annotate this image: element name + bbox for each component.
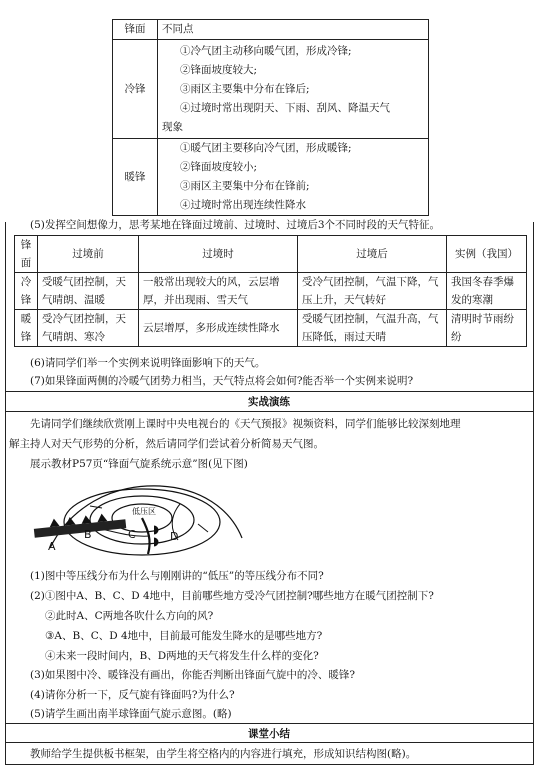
practice-question: ④未来一段时间内，B、D两地的天气将发生什么样的变化? [45, 650, 319, 662]
header-cell: 锋面 [113, 20, 158, 40]
practice-question: (1)图中等压线分布为什么与刚刚讲的“低压”的等压线分布不同? [30, 570, 324, 582]
practice-paragraph: 展示教材P57页“锋面气旋系统示意”图(见下图) [30, 458, 248, 470]
list-item: ②锋面坡度较大; [180, 63, 258, 76]
warm-front-symbol [154, 526, 158, 546]
header-cell: 锋面 [15, 236, 38, 273]
header-cell: 实例（我国） [447, 236, 527, 273]
divider [5, 391, 533, 392]
practice-question: (2)①图中A、B、C、D 4地中，目前哪些地方受冷气团控制?哪些地方在暖气团控制下? [30, 590, 434, 602]
table-cell: 受冷气团控制，天气晴朗、寒冷 [38, 310, 139, 347]
warm-front-features [158, 139, 429, 216]
summary-text: 教师给学生提供板书框架，由学生将空格内的内容进行填充，形成知识结构图(略)。 [30, 748, 417, 760]
section-heading-practice: 实战演练 [248, 396, 290, 408]
table-row [113, 40, 429, 139]
question-6: (6)请同学们举一个实例来说明锋面影响下的天气。 [30, 357, 266, 369]
list-item: ④过境时常出现阴天、下雨、刮风、降温天气 [180, 101, 390, 114]
point-label: B [84, 528, 92, 541]
table-cell: 受冷气团控制，气温下降，气压上升，天气转好 [298, 273, 447, 310]
divider [5, 742, 533, 743]
cold-front-features [158, 40, 429, 139]
table-cell: 云层增厚，多形成连续性降水 [139, 310, 298, 347]
table-row [15, 273, 527, 310]
list-item: ④过境时常出现连续性降水 [180, 199, 306, 211]
table-cell: 清明时节雨纷纷 [447, 310, 527, 347]
header-cell: 不同点 [158, 20, 429, 40]
point-label: D [170, 530, 179, 543]
low-pressure-label: 低压区 [132, 507, 156, 516]
list-item: ③雨区主要集中分布在锋前; [180, 180, 310, 192]
list-item: ③雨区主要集中分布在锋后; [180, 82, 310, 95]
list-item: ①暖气团主要移向冷气团，形成暖锋; [180, 142, 352, 154]
question-7: (7)如果锋面两侧的冷暖气团势力相当，天气特点将会如何?能否举一个实例来说明? [30, 375, 414, 387]
table-row [113, 20, 429, 40]
cold-front-band [34, 519, 126, 538]
practice-paragraph: 解主持人对天气形势的分析，然后请同学们尝试着分析简易天气图。 [9, 438, 324, 450]
front-comparison-table [112, 19, 429, 216]
header-cell: 过境时 [139, 236, 298, 273]
table-row [15, 310, 527, 347]
list-item: ①冷气团主动移向暖气团，形成冷锋; [180, 44, 352, 57]
table-cell: 冷锋 [15, 273, 38, 310]
row-label-cold-front: 冷锋 [113, 40, 158, 139]
practice-question: (4)请你分析一下，反气旋有锋面吗?为什么? [30, 689, 235, 701]
table-cell: 暖锋 [15, 310, 38, 347]
header-cell: 过境后 [298, 236, 447, 273]
section-heading-summary: 课堂小结 [248, 728, 290, 740]
divider [5, 723, 533, 724]
wind-arrow [198, 524, 208, 532]
practice-question: (5)请学生画出南半球锋面气旋示意图。(略) [30, 708, 232, 720]
question-5: (5)发挥空间想像力，思考某地在锋面过境前、过境时、过境后3个不同时段的天气特征。 [30, 219, 441, 231]
table-cell: 受暖气团控制，气温升高，气压降低，雨过天晴 [298, 310, 447, 347]
isobar [50, 486, 242, 548]
row-label-warm-front: 暖锋 [113, 139, 158, 216]
list-item: ②锋面坡度较小; [180, 161, 258, 173]
point-label: A [48, 540, 56, 553]
table-cell: 一般常出现较大的风，云层增厚，并出现雨、雪天气 [139, 273, 298, 310]
frontal-cyclone-diagram [30, 478, 250, 560]
practice-question: ③A、B、C、D 4地中，目前最可能发生降水的是哪些地方? [45, 630, 323, 642]
practice-question: (3)如果图中冷、暖锋没有画出，你能否判断出锋面气旋中的冷、暖锋? [30, 669, 356, 681]
list-item-tail: 现象 [162, 120, 183, 133]
divider [5, 411, 533, 412]
header-cell: 过境前 [38, 236, 139, 273]
practice-question: ②此时A、C两地各吹什么方向的风? [45, 610, 214, 622]
table-row [15, 236, 527, 273]
table-row [113, 139, 429, 216]
weather-stage-table [14, 235, 527, 347]
point-label: C [128, 528, 136, 541]
table-cell: 我国冬春季爆发的寒潮 [447, 273, 527, 310]
table-cell: 受暖气团控制，天气晴朗、温暖 [38, 273, 139, 310]
practice-paragraph: 先请同学们继续欣赏刚上课时中央电视台的《天气预报》视频资料，同学们能够比较深刻地理 [30, 418, 461, 430]
